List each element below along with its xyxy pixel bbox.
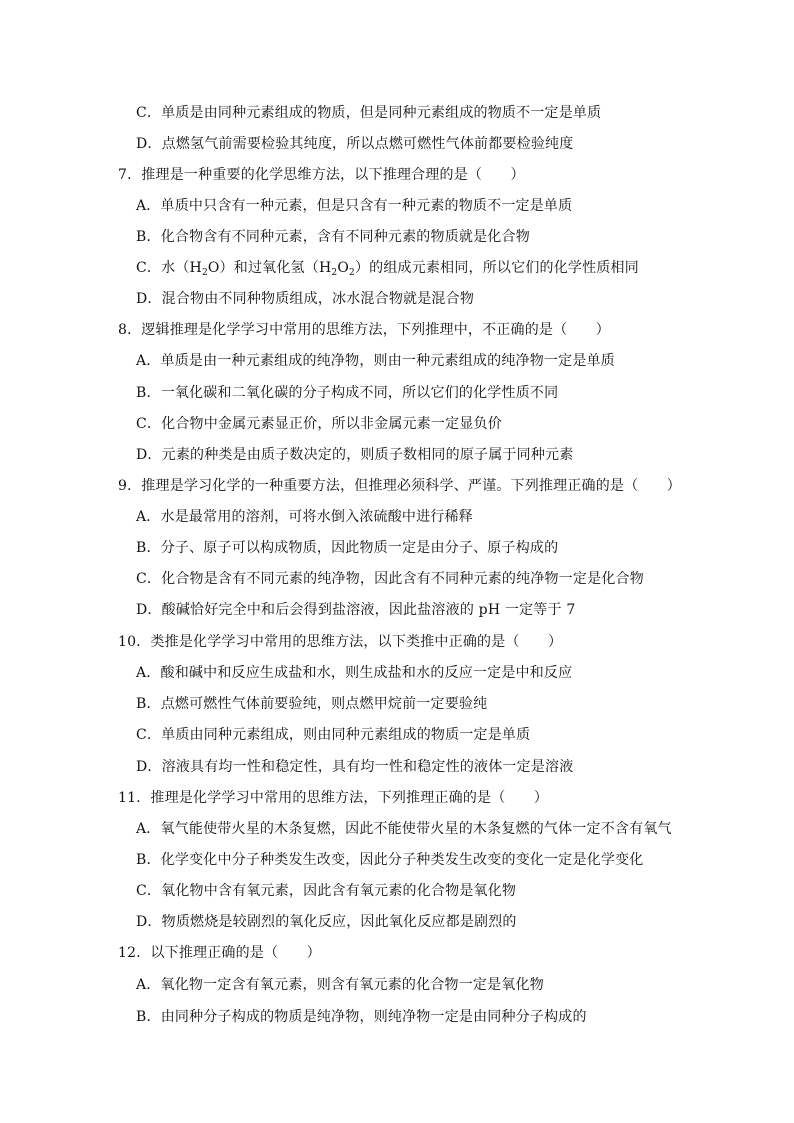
option-letter: D． [136,914,162,930]
option-text: 氧化物一定含有氧元素，则含有氧元素的化合物一定是氧化物 [160,977,544,993]
q12-option-b [136,1008,587,1026]
option-text: 化合物含有不同种元素，含有不同种元素的物质就是化合物 [160,229,530,245]
option-text: 溶液具有均一性和稳定性，具有均一性和稳定性的液体一定是溶液 [161,759,574,775]
q10-option-b [136,695,487,713]
option-text: 点燃氢气前需要检验其纯度，所以点燃可燃性气体前都要检验纯度 [161,136,574,152]
option-text-part: 水（H [161,260,202,276]
q6-option-c [136,104,601,122]
option-letter: D． [136,136,162,152]
q7-option-d [136,290,474,308]
q7-option-b [136,228,530,246]
q10-stem: 10．类推是化学学习中常用的思维方法，以下类推中正确的是（ ） [118,634,563,650]
option-letter: B． [136,696,161,712]
option-text: 单质是由同种元素组成的物质，但是同种元素组成的物质不一定是单质 [161,105,602,121]
q11-stem: 11．推理是化学学习中常用的思维方法，下列推理正确的是（ ） [118,790,549,806]
option-text: 氧气能使带火星的木条复燃，因此不能使带火星的木条复燃的气体一定不含有氧气 [160,821,672,837]
option-text: 氧化物中含有氧元素，因此含有氧元素的化合物是氧化物 [161,883,517,899]
q8-option-b [136,384,558,402]
q11-option-a [136,820,672,838]
option-letter: A． [136,977,161,993]
q9-option-c [136,570,644,588]
option-letter: B． [136,229,161,245]
option-letter: C． [136,105,162,121]
option-letter: D． [136,759,162,775]
option-letter: B． [136,852,161,868]
q6-option-d [136,135,573,153]
q10-option-a [136,664,572,682]
q8-option-a [136,352,615,370]
option-text-part: O）和过氧化氢（H [207,260,332,276]
option-letter: B． [136,1009,161,1025]
option-text: 一氧化碳和二氧化碳的分子构成不同，所以它们的化学性质不同 [160,385,559,401]
q12-stem: 12．以下推理正确的是（ ） [118,945,321,961]
option-letter: C． [136,571,162,587]
option-letter: A． [136,353,161,369]
q8-option-d [136,446,573,464]
q9-stem: 9．推理是学习化学的一种重要方法，但推理必须科学、严谨。下列推理正确的是（ ） [118,478,681,494]
q10-option-d [136,758,573,776]
option-text: 点燃可燃性气体前要验纯，则点燃甲烷前一定要验纯 [160,696,488,712]
option-text: 单质中只含有一种元素，但是只含有一种元素的物质不一定是单质 [160,198,573,214]
option-text: 分子、原子可以构成物质，因此物质一定是由分子、原子构成的 [160,540,559,556]
option-text: 混合物由不同种物质组成，冰水混合物就是混合物 [161,291,475,307]
option-letter: A． [136,665,161,681]
option-letter: B． [136,540,161,556]
option-text: 酸和碱中和反应生成盐和水，则生成盐和水的反应一定是中和反应 [160,665,573,681]
option-text-part: ）的组成元素相同，所以它们的化学性质相同 [354,260,639,276]
q10-option-c [136,726,530,744]
q11-option-c [136,882,516,900]
option-text: 化学变化中分子种类发生改变，因此分子种类发生改变的变化一定是化学变化 [160,852,644,868]
option-letter: C． [136,260,162,276]
option-text: 化合物中金属元素显正价，所以非金属元素一定显负价 [161,416,502,432]
subscript: 2 [201,268,208,278]
option-text: 酸碱恰好完全中和后会得到盐溶液，因此盐溶液的 pH 一定等于 7 [161,602,576,618]
option-text: 单质是由一种元素组成的纯净物，则由一种元素组成的纯净物一定是单质 [160,353,615,369]
option-letter: C． [136,727,162,743]
q7-option-c [136,259,639,277]
option-text: 水是最常用的溶剂，可将水倒入浓硫酸中进行稀释 [160,509,473,525]
subscript: 2 [349,268,355,278]
q11-option-b [136,851,644,869]
q8-option-c [136,415,502,433]
option-letter: C． [136,883,162,899]
option-letter: D． [136,291,162,307]
option-text: 物质燃烧是较剧烈的氧化反应，因此氧化反应都是剧烈的 [161,914,517,930]
q12-option-a [136,976,544,994]
q9-option-d [136,601,575,619]
option-text: 化合物是含有不同元素的纯净物，因此含有不同种元素的纯净物一定是化合物 [161,571,644,587]
q7-stem: 7．推理是一种重要的化学思维方法，以下推理合理的是（ ） [118,167,525,183]
option-letter: A． [136,198,161,214]
q9-option-a [136,508,473,526]
option-text: 单质由同种元素组成，则由同种元素组成的物质一定是单质 [161,727,531,743]
option-text: 元素的种类是由质子数决定的，则质子数相同的原子属于同种元素 [161,447,574,463]
option-letter: C． [136,416,162,432]
option-letter: D． [136,602,162,618]
option-letter: A． [136,821,161,837]
option-letter: A． [136,509,161,525]
q11-option-d [136,913,517,931]
option-letter: B． [136,385,161,401]
q7-option-a [136,197,572,215]
option-text: 由同种分子构成的物质是纯净物，则纯净物一定是由同种分子构成的 [160,1009,587,1025]
option-text-part: O [337,260,349,276]
q8-stem: 8．逻辑推理是化学学习中常用的思维方法，下列推理中，不正确的是（ ） [118,322,610,338]
option-letter: D． [136,447,162,463]
q9-option-b [136,539,558,557]
subscript: 2 [331,268,338,278]
